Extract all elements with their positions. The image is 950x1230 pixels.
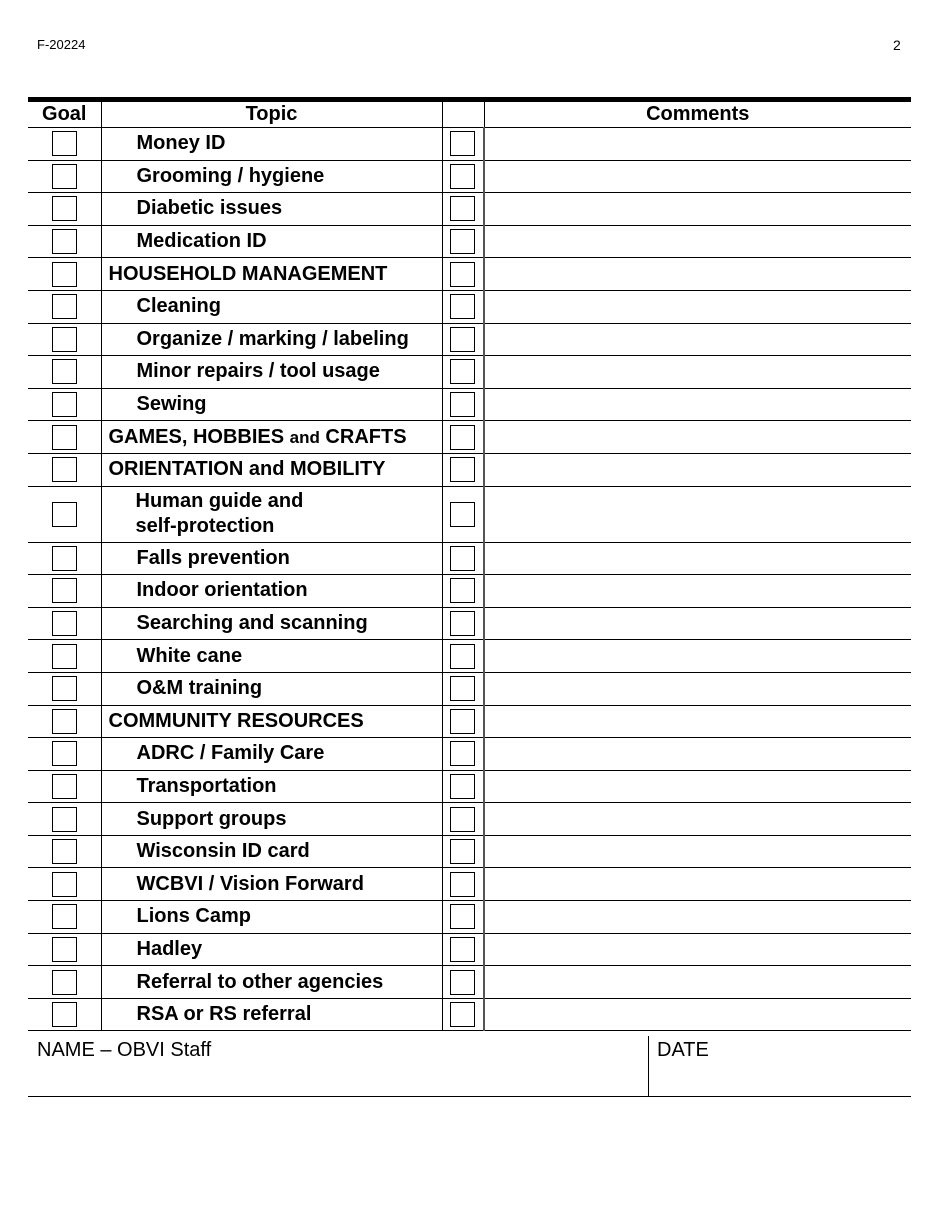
comments-field[interactable] [484,868,911,901]
goal-checkbox[interactable] [52,502,77,527]
goal-checkbox[interactable] [52,676,77,701]
completed-cell [442,160,484,193]
goal-checkbox[interactable] [52,546,77,571]
goal-cell [28,998,101,1031]
form-number: F-20224 [37,37,86,52]
comments-field[interactable] [484,356,911,389]
topic-text-part: and [289,427,320,447]
completed-cell [442,486,484,542]
completed-cell [442,966,484,999]
topic-item: RSA or RS referral [101,998,442,1031]
goal-checkbox[interactable] [52,904,77,929]
checklist-row [28,421,911,454]
topic-section-heading: HOUSEHOLD MANAGEMENT [101,258,442,291]
completed-checkbox[interactable] [450,970,475,995]
comments-field[interactable] [484,901,911,934]
completed-checkbox[interactable] [450,502,475,527]
goal-checkbox[interactable] [52,709,77,734]
goal-checkbox[interactable] [52,457,77,482]
comments-field[interactable] [484,323,911,356]
completed-checkbox[interactable] [450,359,475,384]
checklist-row [28,835,911,868]
checklist-row [28,933,911,966]
topic-item: Indoor orientation [101,575,442,608]
goal-checkbox[interactable] [52,578,77,603]
completed-cell [442,542,484,575]
goal-checkbox[interactable] [52,425,77,450]
checklist-row [28,542,911,575]
comments-field[interactable] [484,803,911,836]
topic-line: self-protection [135,515,275,538]
goal-checkbox[interactable] [52,774,77,799]
completed-cell [442,901,484,934]
goal-cell [28,575,101,608]
completed-cell [442,998,484,1031]
completed-cell [442,128,484,161]
goal-cell [28,486,101,542]
checklist-row [28,258,911,291]
checklist-row [28,966,911,999]
checklist-row [28,672,911,705]
signature-block [28,1036,911,1097]
goal-checkbox[interactable] [52,131,77,156]
goal-checkbox[interactable] [52,644,77,669]
completed-cell [442,421,484,454]
goal-checkbox[interactable] [52,262,77,287]
completed-checkbox[interactable] [450,327,475,352]
completed-cell [442,453,484,486]
comments-field[interactable] [484,966,911,999]
checklist-row [28,868,911,901]
checklist-row [28,160,911,193]
topic-section-heading: COMMUNITY RESOURCES [101,705,442,738]
topic-column-header: Topic [101,102,442,128]
comments-field[interactable] [484,421,911,454]
topic-item: Falls prevention [101,542,442,575]
goal-checkbox[interactable] [52,327,77,352]
goal-checkbox[interactable] [52,359,77,384]
completed-checkbox[interactable] [450,262,475,287]
topic-item: Wisconsin ID card [101,835,442,868]
completed-checkbox[interactable] [450,709,475,734]
completed-checkbox[interactable] [450,611,475,636]
goal-checkbox[interactable] [52,741,77,766]
goal-cell [28,323,101,356]
topic-line: Human guide and [135,490,304,513]
goal-cell [28,225,101,258]
completed-checkbox[interactable] [450,131,475,156]
completed-checkbox[interactable] [450,164,475,189]
completed-cell [442,323,484,356]
goal-checkbox[interactable] [52,392,77,417]
completed-checkbox[interactable] [450,578,475,603]
comments-field[interactable] [484,998,911,1031]
completed-checkbox[interactable] [450,741,475,766]
checklist-row [28,388,911,421]
goal-cell [28,290,101,323]
goal-checkbox[interactable] [52,1002,77,1027]
date-label: DATE [657,1039,709,1061]
comments-field[interactable] [484,225,911,258]
comments-field[interactable] [484,160,911,193]
comments-field[interactable] [484,388,911,421]
topic-item: Sewing [101,388,442,421]
topic-item: Organize / marking / labeling [101,323,442,356]
checklist-row [28,356,911,389]
comments-field[interactable] [484,193,911,226]
checklist-row [28,738,911,771]
goal-checkbox[interactable] [52,229,77,254]
topic-item: Support groups [101,803,442,836]
goal-cell [28,901,101,934]
goal-checkbox[interactable] [52,196,77,221]
topic-item: Diabetic issues [101,193,442,226]
checklist-row [28,486,911,542]
topic-item: Searching and scanning [101,607,442,640]
topic-item [101,486,442,542]
goal-column-header: Goal [28,102,101,128]
completed-checkbox[interactable] [450,196,475,221]
goal-cell [28,738,101,771]
checklist-row [28,770,911,803]
checklist-row [28,323,911,356]
services-checklist-table [28,102,911,1031]
topic-item: ADRC / Family Care [101,738,442,771]
goal-checkbox[interactable] [52,807,77,832]
checklist-row [28,607,911,640]
completed-cell [442,672,484,705]
topic-item: Money ID [101,128,442,161]
completed-cell [442,933,484,966]
completed-cell [442,770,484,803]
completed-checkbox[interactable] [450,425,475,450]
checklist-row [28,998,911,1031]
checklist-row [28,193,911,226]
topic-item: O&M training [101,672,442,705]
goal-cell [28,160,101,193]
goal-cell [28,640,101,673]
goal-checkbox[interactable] [52,970,77,995]
topic-item: WCBVI / Vision Forward [101,868,442,901]
completed-cell [442,607,484,640]
completed-cell [442,803,484,836]
completed-checkbox[interactable] [450,1002,475,1027]
goal-cell [28,356,101,389]
completed-cell [442,738,484,771]
comments-field[interactable] [484,575,911,608]
completed-checkbox[interactable] [450,774,475,799]
staff-name-label: NAME – OBVI Staff [37,1039,212,1061]
goal-cell [28,193,101,226]
topic-text-part: GAMES, HOBBIES [108,425,290,448]
goal-cell [28,672,101,705]
completed-checkbox[interactable] [450,644,475,669]
checklist-row [28,225,911,258]
topic-item: Lions Camp [101,901,442,934]
signature-divider [648,1036,649,1096]
comments-field[interactable] [484,835,911,868]
completed-checkbox[interactable] [450,546,475,571]
topic-item: White cane [101,640,442,673]
comments-field[interactable] [484,672,911,705]
topic-item: Grooming / hygiene [101,160,442,193]
goal-checkbox[interactable] [52,611,77,636]
comments-field[interactable] [484,933,911,966]
completed-cell [442,356,484,389]
comments-field[interactable] [484,453,911,486]
comments-column-header: Comments [484,102,911,128]
checklist-row [28,575,911,608]
goal-cell [28,607,101,640]
goal-cell [28,868,101,901]
topic-item: Hadley [101,933,442,966]
header-row [28,102,911,128]
completed-checkbox[interactable] [450,839,475,864]
page-number: 2 [893,37,901,53]
goal-cell [28,835,101,868]
completed-cell [442,705,484,738]
completed-checkbox[interactable] [450,229,475,254]
completed-cell [442,388,484,421]
completed-cell [442,868,484,901]
comments-field[interactable] [484,128,911,161]
check-column-header [442,102,484,128]
goal-checkbox[interactable] [52,294,77,319]
checklist-row [28,705,911,738]
comments-field[interactable] [484,290,911,323]
topic-item: Transportation [101,770,442,803]
comments-field[interactable] [484,770,911,803]
goal-cell [28,705,101,738]
topic-text-part: CRAFTS [319,425,407,448]
completed-checkbox[interactable] [450,457,475,482]
goal-cell [28,388,101,421]
completed-cell [442,575,484,608]
goal-cell [28,803,101,836]
goal-checkbox[interactable] [52,872,77,897]
goal-cell [28,421,101,454]
goal-cell [28,933,101,966]
topic-section-heading: ORIENTATION and MOBILITY [101,453,442,486]
comments-field[interactable] [484,640,911,673]
checklist-row [28,453,911,486]
checklist-row [28,128,911,161]
comments-field[interactable] [484,542,911,575]
comments-field[interactable] [484,258,911,291]
completed-cell [442,193,484,226]
comments-field[interactable] [484,705,911,738]
topic-item: Medication ID [101,225,442,258]
goal-checkbox[interactable] [52,937,77,962]
completed-checkbox[interactable] [450,872,475,897]
topic-section-heading [101,421,442,454]
completed-checkbox[interactable] [450,392,475,417]
comments-field[interactable] [484,738,911,771]
goal-cell [28,770,101,803]
completed-cell [442,640,484,673]
goal-checkbox[interactable] [52,164,77,189]
completed-checkbox[interactable] [450,294,475,319]
checklist-row [28,640,911,673]
goal-cell [28,258,101,291]
checklist-row [28,290,911,323]
topic-item: Referral to other agencies [101,966,442,999]
completed-checkbox[interactable] [450,937,475,962]
comments-field[interactable] [484,607,911,640]
goal-cell [28,128,101,161]
completed-cell [442,835,484,868]
completed-cell [442,258,484,291]
topic-item: Cleaning [101,290,442,323]
checklist-row [28,803,911,836]
completed-cell [442,290,484,323]
goal-checkbox[interactable] [52,839,77,864]
goal-cell [28,453,101,486]
completed-cell [442,225,484,258]
completed-checkbox[interactable] [450,807,475,832]
completed-checkbox[interactable] [450,676,475,701]
topic-item: Minor repairs / tool usage [101,356,442,389]
checklist-row [28,901,911,934]
goal-cell [28,542,101,575]
goal-cell [28,966,101,999]
comments-field[interactable] [484,486,911,542]
completed-checkbox[interactable] [450,904,475,929]
